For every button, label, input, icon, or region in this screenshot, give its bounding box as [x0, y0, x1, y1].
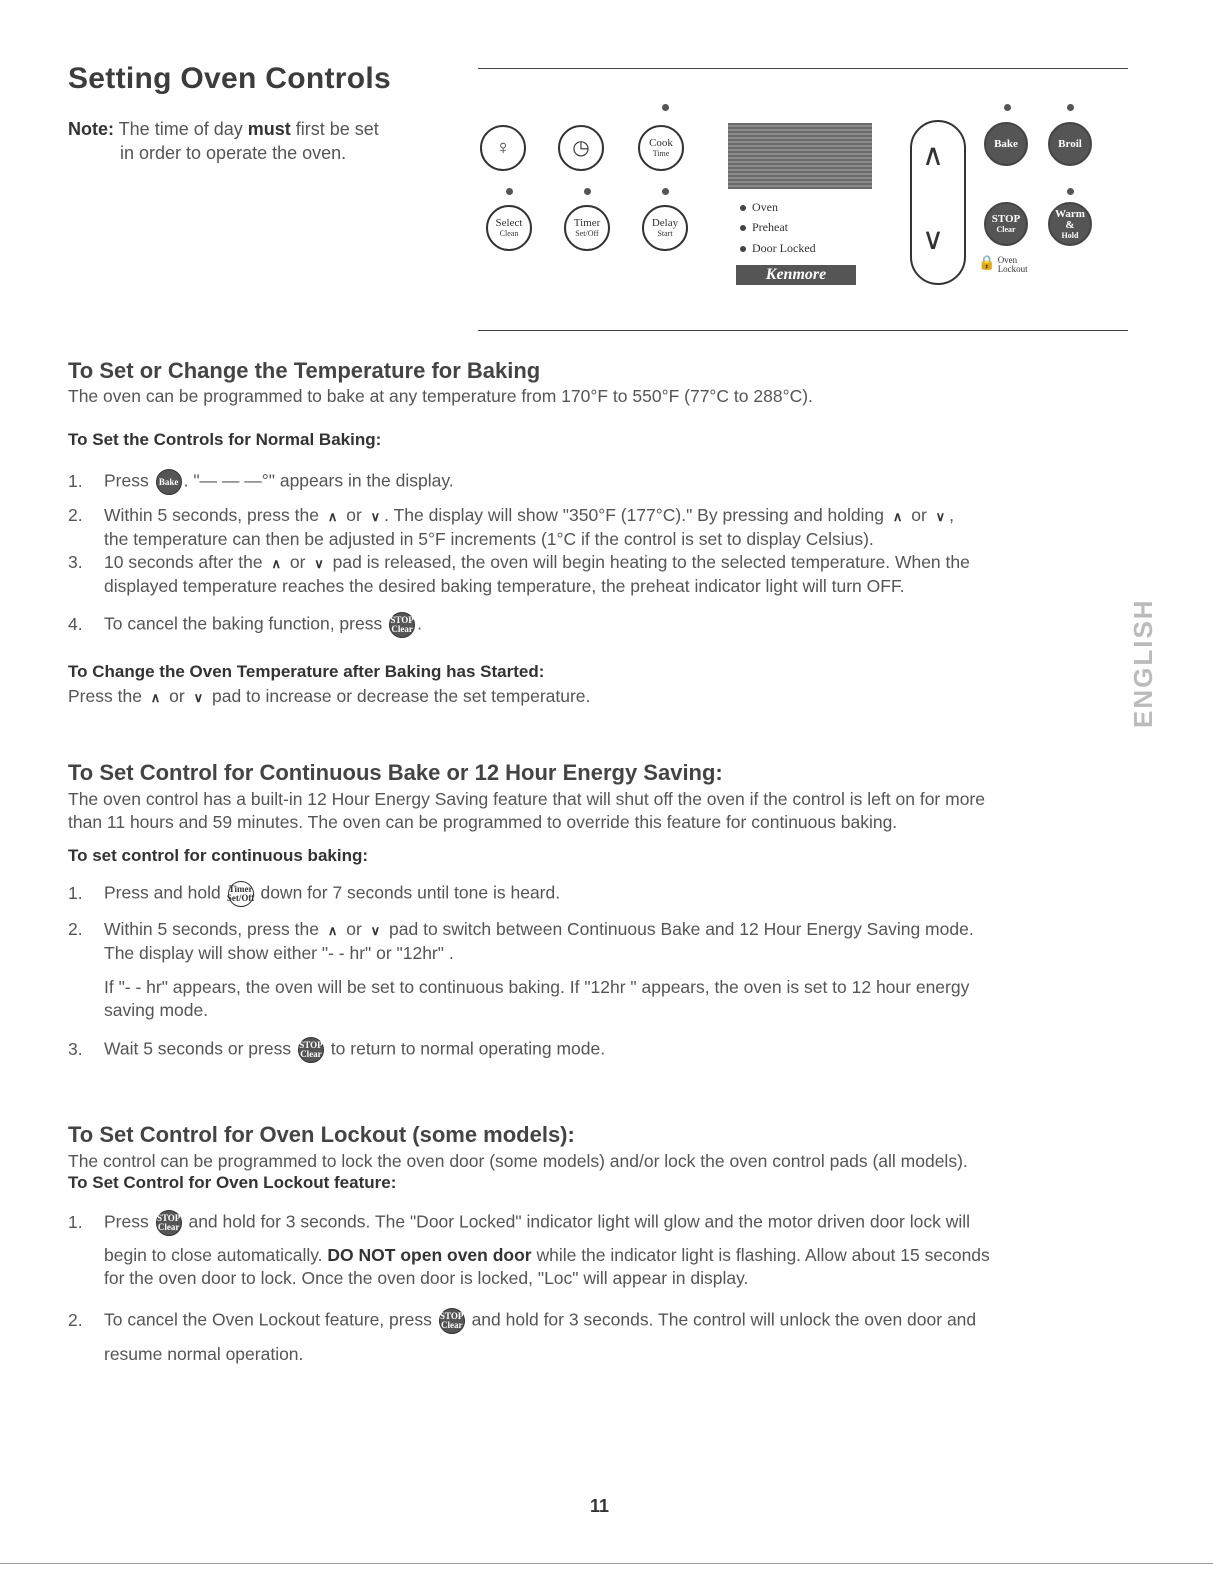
arrow-pad — [910, 120, 966, 285]
timer-button[interactable] — [558, 125, 604, 171]
stop-clear-icon: STOP Clear — [439, 1308, 465, 1334]
arrow-up-icon: ∧ — [327, 923, 338, 938]
stop-clear-icon: STOP Clear — [156, 1210, 182, 1236]
subtitle-lockout-feature: To Set Control for Oven Lockout feature: — [68, 1173, 397, 1192]
list-item: 3. 10 seconds after the ∧ or ∨ pad is released, the oven will begin heating to the selected temperature. When the displayed temperature reaches the desired baking temperature, the preheat indicator light will turn OFF. — [68, 552, 970, 596]
arrow-down-icon: ∨ — [370, 923, 381, 938]
arrow-up-icon: ∧ — [327, 509, 338, 524]
arrow-down-icon: ∨ — [314, 556, 324, 571]
arrow-up-icon: ∧ — [271, 556, 281, 571]
list-item: 2. Within 5 seconds, press the ∧ or ∨ pad to switch between Continuous Bake and 12 Hour Energy Saving mode. The display will show either "- - hr" or "12hr" . — [68, 919, 974, 963]
stop-clear-button[interactable]: STOP Clear — [984, 202, 1028, 246]
indicator-door-locked: Door Locked — [740, 241, 816, 256]
indicator-dot — [1067, 188, 1074, 195]
continuous-intro: The oven control has a built-in 12 Hour Energy Saving feature that will shut off the oven if the control is left on for more than 11 hours and 59 minutes. The oven can be programmed to override this feature for continuous baking. — [68, 789, 985, 832]
page-number: 11 — [590, 1496, 610, 1516]
arrow-down-icon: ∨ — [370, 509, 381, 524]
page-title: Setting Oven Controls — [68, 62, 391, 95]
list-item: 2. To cancel the Oven Lockout feature, press STOP Clear and hold for 3 seconds. The control will unlock the oven door and — [68, 1308, 1128, 1334]
subtitle-change-temp: To Change the Oven Temperature after Baking has Started: — [68, 662, 545, 681]
timer-set-off-icon: Timer Set/Off — [228, 881, 254, 907]
delay-start-button[interactable]: Delay Start — [642, 205, 688, 251]
arrow-down-icon[interactable]: ∨ — [922, 223, 944, 256]
list-item: 2. Within 5 seconds, press the ∧ or ∨ . The display will show "350°F (177°C)." By pressing and holding ∧ or ∨ , the temperature can then be adjusted in 5°F increments (1°C if the control is set to display Celsius). — [68, 505, 955, 549]
list-item-continuation: If "- - hr" appears, the oven will be set to continuous baking. If "12hr " appears, the oven is set to 12 hour energy saving mode. — [104, 977, 970, 1020]
indicator-preheat: Preheat — [740, 220, 788, 235]
section-title-continuous-bake: To Set Control for Continuous Bake or 12 Hour Energy Saving: — [68, 760, 723, 785]
note: Note: The time of day must first be set in order to operate the oven. — [68, 119, 379, 163]
arrow-up-icon: ∧ — [150, 690, 161, 705]
indicator-dot — [1004, 104, 1011, 111]
arrow-up-icon: ∧ — [892, 509, 903, 524]
stop-clear-icon: STOP Clear — [389, 612, 415, 638]
bake-icon: Bake — [156, 469, 182, 495]
kenmore-logo: Kenmore — [736, 265, 856, 285]
indicator-dot — [506, 188, 513, 195]
list-item: 3. Wait 5 seconds or press STOP Clear to return to normal operating mode. — [68, 1037, 1128, 1063]
change-temp-text: Press the ∧ or ∨ pad to increase or decrease the set temperature. — [68, 685, 1128, 709]
bake-button[interactable]: Bake — [984, 122, 1028, 166]
indicator-dot — [584, 188, 591, 195]
indicator-dot — [662, 188, 669, 195]
oven-display — [728, 123, 872, 189]
list-item-continuation: begin to close automatically. DO NOT open oven door while the indicator light is flashing. Allow about 15 seconds for the oven door to lock. Once the oven door is locked, "Loc" will appear in display. — [104, 1245, 990, 1288]
baking-intro: The oven can be programmed to bake at any temperature from 170°F to 550°F (77°C to 288°C). — [68, 386, 813, 406]
timer-set-off-button[interactable]: Timer Set/Off — [564, 205, 610, 251]
light-bulb-icon: ♀ — [495, 136, 511, 159]
list-item-continuation: resume normal operation. — [104, 1344, 304, 1364]
indicator-dot — [1067, 104, 1074, 111]
section-title-baking: To Set or Change the Temperature for Baking — [68, 358, 541, 383]
arrow-down-icon: ∨ — [193, 690, 204, 705]
warm-hold-button[interactable]: Warm & Hold — [1048, 202, 1092, 246]
bottom-rule — [478, 330, 1128, 331]
oven-lockout-label: 🔒 Oven Lockout — [978, 255, 1028, 274]
broil-button[interactable]: Broil — [1048, 122, 1092, 166]
subtitle-normal-baking: To Set the Controls for Normal Baking: — [68, 430, 382, 449]
page-bottom-rule — [0, 1563, 1213, 1564]
stop-clear-icon: STOP Clear — [298, 1037, 324, 1063]
list-item: 1. Press and hold Timer Set/Off down for 7 seconds until tone is heard. — [68, 881, 1128, 907]
select-clean-button[interactable]: Select Clean — [486, 205, 532, 251]
lockout-intro: The control can be programmed to lock the oven door (some models) and/or lock the oven control pads (all models). — [68, 1151, 968, 1171]
indicator-dot — [662, 104, 669, 111]
oven-light-button[interactable] — [480, 125, 526, 171]
section-title-oven-lockout: To Set Control for Oven Lockout (some models): — [68, 1122, 575, 1147]
arrow-up-icon[interactable]: ∧ — [922, 139, 944, 172]
top-rule — [478, 68, 1128, 69]
list-item: 1. Press STOP Clear and hold for 3 seconds. The "Door Locked" indicator light will glow and the motor driven door lock will — [68, 1210, 1128, 1236]
list-item: 4. To cancel the baking function, press STOP Clear . — [68, 612, 1128, 638]
list-item: 1. Press Bake . "— — —°" appears in the display. — [68, 469, 1128, 495]
indicator-oven: Oven — [740, 200, 778, 215]
cook-time-button[interactable]: Cook Time — [638, 125, 684, 171]
lock-icon: 🔒 — [978, 256, 996, 272]
side-tab-language: ENGLISH — [1128, 598, 1158, 728]
control-panel — [478, 70, 1128, 330]
clock-icon: ◷ — [572, 136, 590, 159]
subtitle-continuous-baking: To set control for continuous baking: — [68, 846, 369, 865]
arrow-down-icon: ∨ — [935, 509, 946, 524]
